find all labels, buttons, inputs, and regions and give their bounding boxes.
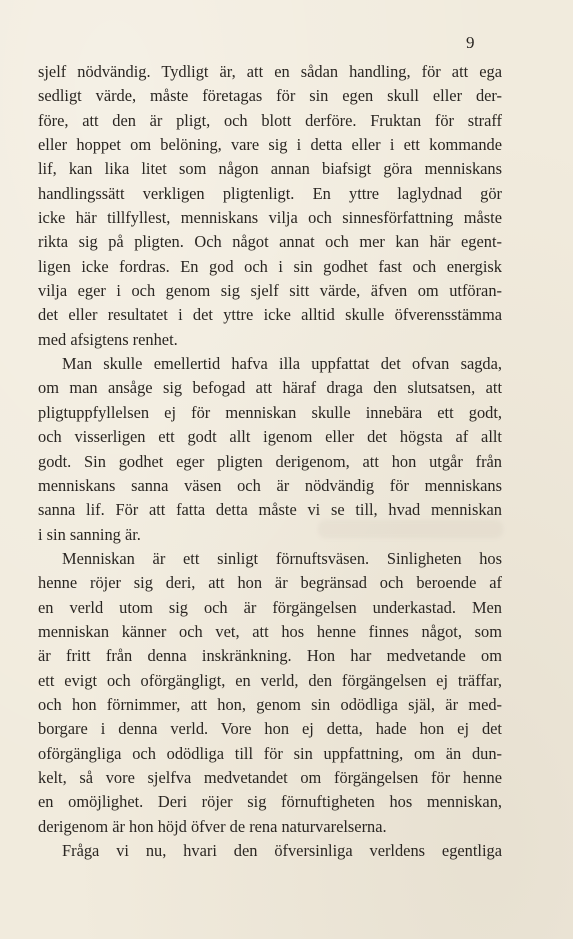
paragraph xyxy=(38,352,502,547)
text-line: icke här tillfyllest, menniskans vilja och sinnesförfattning måste xyxy=(38,208,502,228)
text-line: med afsigtens renhet. xyxy=(38,329,178,349)
text-line: i sin sanning är. xyxy=(38,524,141,544)
text-line: Fråga vi nu, hvari den öfversinliga verldens egentliga xyxy=(62,841,502,860)
text-line: Menniskan är ett sinligt förnuftsväsen. Sinligheten hos xyxy=(62,548,502,568)
text-line: en omöjlighet. Deri röjer sig förnuftigheten hos menniskan, xyxy=(38,792,502,812)
text-line: sjelf nödvändig. Tydligt är, att en sådan handling, för att ega xyxy=(38,62,502,81)
text-line: om man ansåge sig befogad att häraf draga den slutsatsen, att xyxy=(38,378,502,398)
body-text xyxy=(38,60,502,863)
paragraph xyxy=(38,60,502,352)
text-line: menniskan känner och vet, att hos henne finnes något, som xyxy=(38,621,502,641)
text-line: pligtuppfyllelsen ej för menniskan skulle innebära ett godt, xyxy=(38,402,502,422)
text-line: före, att den är pligt, och blott derföre. Fruktan för straff xyxy=(38,110,502,130)
text-line: lif, kan lika litet som någon annan biafsigt göra menniskans xyxy=(38,159,502,179)
text-line: kelt, så vore sjelfva medvetandet om förgängelsen för henne xyxy=(38,767,502,787)
text-line: godt. Sin godhet eger pligten derigenom, att hon utgår från xyxy=(38,451,502,471)
text-line: och hon förnimmer, att hon, genom sin odödliga själ, är med- xyxy=(38,694,502,714)
paragraph xyxy=(38,547,502,839)
text-line: sanna lif. För att fatta detta måste vi se till, hvad menniskan xyxy=(38,500,502,520)
text-line: och visserligen ett godt allt igenom eller det högsta af allt xyxy=(38,427,502,447)
text-line: ligen icke fordras. En god och i sin godhet fast och energisk xyxy=(38,256,502,276)
text-line: menniskans sanna väsen och är nödvändig för menniskans xyxy=(38,475,502,495)
text-line: oförgängliga och odödliga till för sin uppfattning, om än dun- xyxy=(38,743,502,763)
text-line: Man skulle emellertid hafva illa uppfattat det ofvan sagda, xyxy=(62,354,502,374)
text-line: eller hoppet om belöning, vare sig i detta eller i ett kommande xyxy=(38,135,502,155)
paragraph xyxy=(38,839,502,863)
text-line: borgare i denna verld. Vore hon ej detta, hade hon ej det xyxy=(38,719,502,739)
text-line: derigenom är hon höjd öfver de rena naturvarelserna. xyxy=(38,816,387,836)
text-line: rikta sig på pligten. Och något annat och mer kan här egent- xyxy=(38,232,502,252)
text-line: det eller resultatet i det yttre icke alltid skulle öfverensstämma xyxy=(38,305,502,325)
text-line: henne röjer sig deri, att hon är begränsad och beroende af xyxy=(38,573,502,593)
text-line: sedligt värde, måste företagas för sin egen skull eller der- xyxy=(38,86,502,106)
text-line: handlingssätt verkligen pligtenligt. En yttre laglydnad gör xyxy=(38,183,502,203)
page-number: 9 xyxy=(466,33,475,52)
text-line: vilja eger i och genom sig sjelf sitt värde, äfven om utföran- xyxy=(38,281,502,301)
text-line: ett evigt och oförgängligt, en verld, den förgängelsen ej träffar, xyxy=(38,670,502,690)
text-line: en verld utom sig och är förgängelsen underkastad. Men xyxy=(38,597,502,617)
text-line: är fritt från denna inskränkning. Hon har medvetande om xyxy=(38,646,502,666)
